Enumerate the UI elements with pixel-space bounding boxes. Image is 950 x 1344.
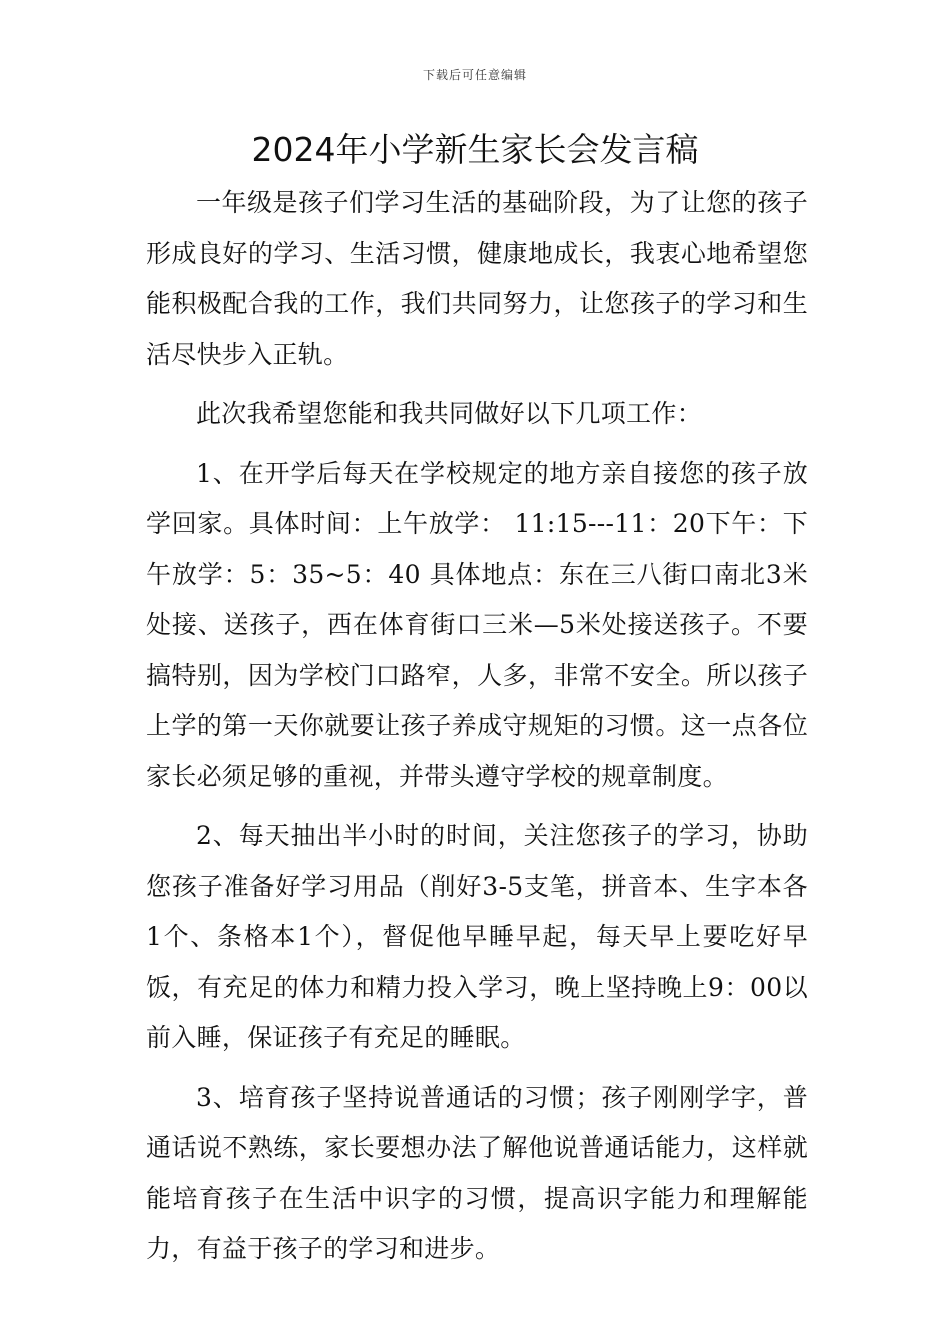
- paragraph-tasks-heading: 此次我希望您能和我共同做好以下几项工作：: [196, 399, 703, 428]
- document-body: [146, 178, 808, 1284]
- paragraph-item-3: 3、培育孩子坚持说普通话的习惯；孩子刚刚学字，普通话说不熟练，家长要想办法了解他说普通话能力，这样就能培育孩子在生活中识字的习惯，提高识字能力和理解能力，有益于孩子的学习和进步。: [146, 1082, 808, 1263]
- header-note: 下载后可任意编辑: [422, 68, 527, 82]
- paragraph-intro: 一年级是孩子们学习生活的基础阶段，为了让您的孩子形成良好的学习、生活习惯，健康地成长，我衷心地希望您能积极配合我的工作，我们共同努力，让您孩子的学习和生活尽快步入正轨。: [146, 188, 808, 369]
- document-title: 2024年小学新生家长会发言稿: [251, 130, 699, 169]
- paragraph-item-1: 1、在开学后每天在学校规定的地方亲自接您的孩子放学回家。具体时间：上午放学： 11:15---11：20下午：下午放学：5：35~5：40 具体地点：东在三八街口南北3米处接、送孩子，西在体育街口三米—5米处接送孩子。不要搞特别，因为学校门口路窄，人多，非常不安全。所以孩子上学的第一天你就要让孩子养成守规矩的习惯。这一点各位家长必须足够的重视，并带头遵守学校的规章制度。: [146, 458, 808, 791]
- paragraph-item-2: 2、每天抽出半小时的时间，关注您孩子的学习，协助您孩子准备好学习用品（削好3-5支笔，拼音本、生字本各1个、条格本1个），督促他早睡早起，每天早上要吃好早饭，有充足的体力和精力投入学习，晚上坚持晚上9：00以前入睡，保证孩子有充足的睡眠。: [146, 821, 808, 1052]
